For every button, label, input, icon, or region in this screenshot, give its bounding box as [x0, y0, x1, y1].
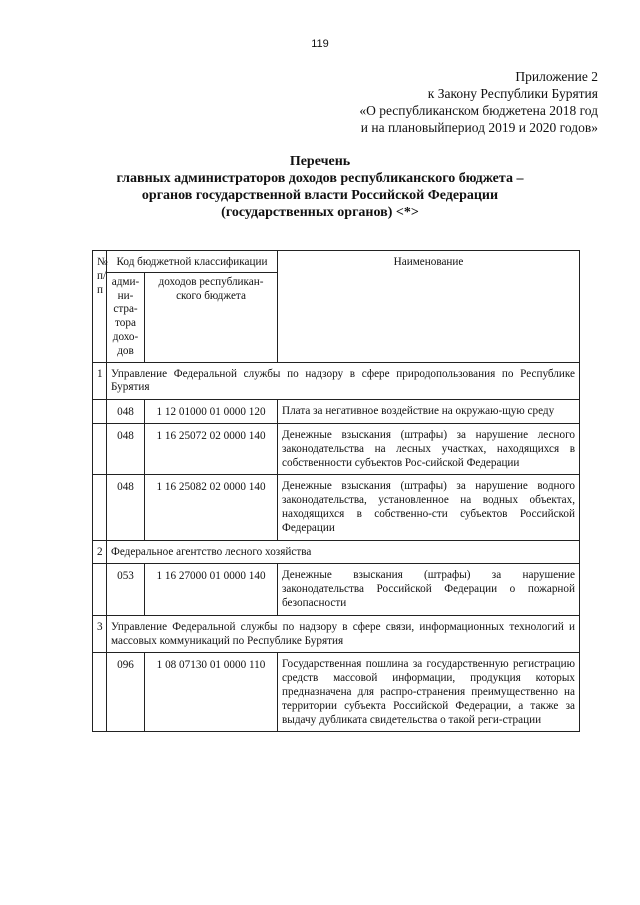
title-line: главных администраторов доходов республиканского бюджета –: [116, 171, 524, 186]
admin-code: 048: [107, 423, 145, 474]
revenue-code: 1 16 25082 02 0000 140: [145, 475, 278, 540]
revenue-name: Денежные взыскания (штрафы) за нарушение лесного законодательства на лесных участках, находящихся в собственности субъектов Рос-сийской Федерации: [278, 423, 580, 474]
page-number: 119: [311, 38, 329, 50]
table-row: [93, 400, 580, 424]
table-row: [93, 653, 580, 732]
section-title: Федеральное агентство лесного хозяйства: [107, 540, 580, 564]
table-header-row: [93, 251, 580, 273]
section-number: 1: [93, 362, 107, 400]
section-number: 3: [93, 615, 107, 653]
admin-code: 053: [107, 564, 145, 615]
title-line: органов государственной власти Российской Федерации: [141, 188, 499, 203]
section-title: Управление Федеральной службы по надзору в сфере связи, информационных технологий и массовых коммуникаций по Республике Бурятия: [107, 615, 580, 653]
revenue-name: Денежные взыскания (штрафы) за нарушение законодательства Российской Федерации о пожарной безопасности: [278, 564, 580, 615]
admin-code: 096: [107, 653, 145, 732]
document-title: [0, 153, 640, 221]
section-row: [93, 615, 580, 653]
title-line: (государственных органов) <*>: [221, 205, 419, 220]
revenue-code: 1 16 25072 02 0000 140: [145, 423, 278, 474]
administrators-table: [92, 250, 580, 732]
revenue-name: Плата за негативное воздействие на окружаю-щую среду: [278, 400, 580, 424]
table-row: [93, 423, 580, 474]
revenue-code: 1 12 01000 01 0000 120: [145, 400, 278, 424]
header-admin: адми-ни-стра-тора дохо-дов: [107, 272, 145, 362]
admin-code: 048: [107, 475, 145, 540]
admin-code: 048: [107, 400, 145, 424]
header-revenue: доходов республикан-ского бюджета: [145, 272, 278, 362]
table-body: [93, 251, 580, 732]
header-kbk: Код бюджетной классификации: [107, 251, 278, 273]
appendix-line: Приложение 2: [515, 69, 598, 84]
revenue-name: Государственная пошлина за государственную регистрацию средств массовой информации, продукция которых предназначена для распро-странения преимущественно на территории субъекта Российской Федерации, а также за выдачу дубликата свидетельства о такой реги-страции: [278, 653, 580, 732]
empty-cell: [93, 400, 107, 424]
empty-cell: [93, 653, 107, 732]
empty-cell: [93, 423, 107, 474]
appendix-line: и на плановыйпериод 2019 и 2020 годов»: [360, 120, 598, 135]
appendix-caption: [359, 68, 598, 136]
section-row: [93, 540, 580, 564]
title-line: Перечень: [289, 154, 351, 169]
section-title: Управление Федеральной службы по надзору в сфере природопользования по Республике Бурятия: [107, 362, 580, 400]
empty-cell: [93, 564, 107, 615]
header-name: Наименование: [278, 251, 580, 363]
section-row: [93, 362, 580, 400]
table-row: [93, 564, 580, 615]
revenue-name: Денежные взыскания (штрафы) за нарушение водного законодательства, установленное на водных объектах, находящихся в собственно-сти субъектов Российской Федерации: [278, 475, 580, 540]
table-row: [93, 475, 580, 540]
header-num: № п/п: [93, 251, 107, 363]
empty-cell: [93, 475, 107, 540]
appendix-line: «О республиканском бюджетена 2018 год: [359, 103, 598, 118]
section-number: 2: [93, 540, 107, 564]
revenue-code: 1 08 07130 01 0000 110: [145, 653, 278, 732]
appendix-line: к Закону Республики Бурятия: [427, 86, 598, 101]
revenue-code: 1 16 27000 01 0000 140: [145, 564, 278, 615]
